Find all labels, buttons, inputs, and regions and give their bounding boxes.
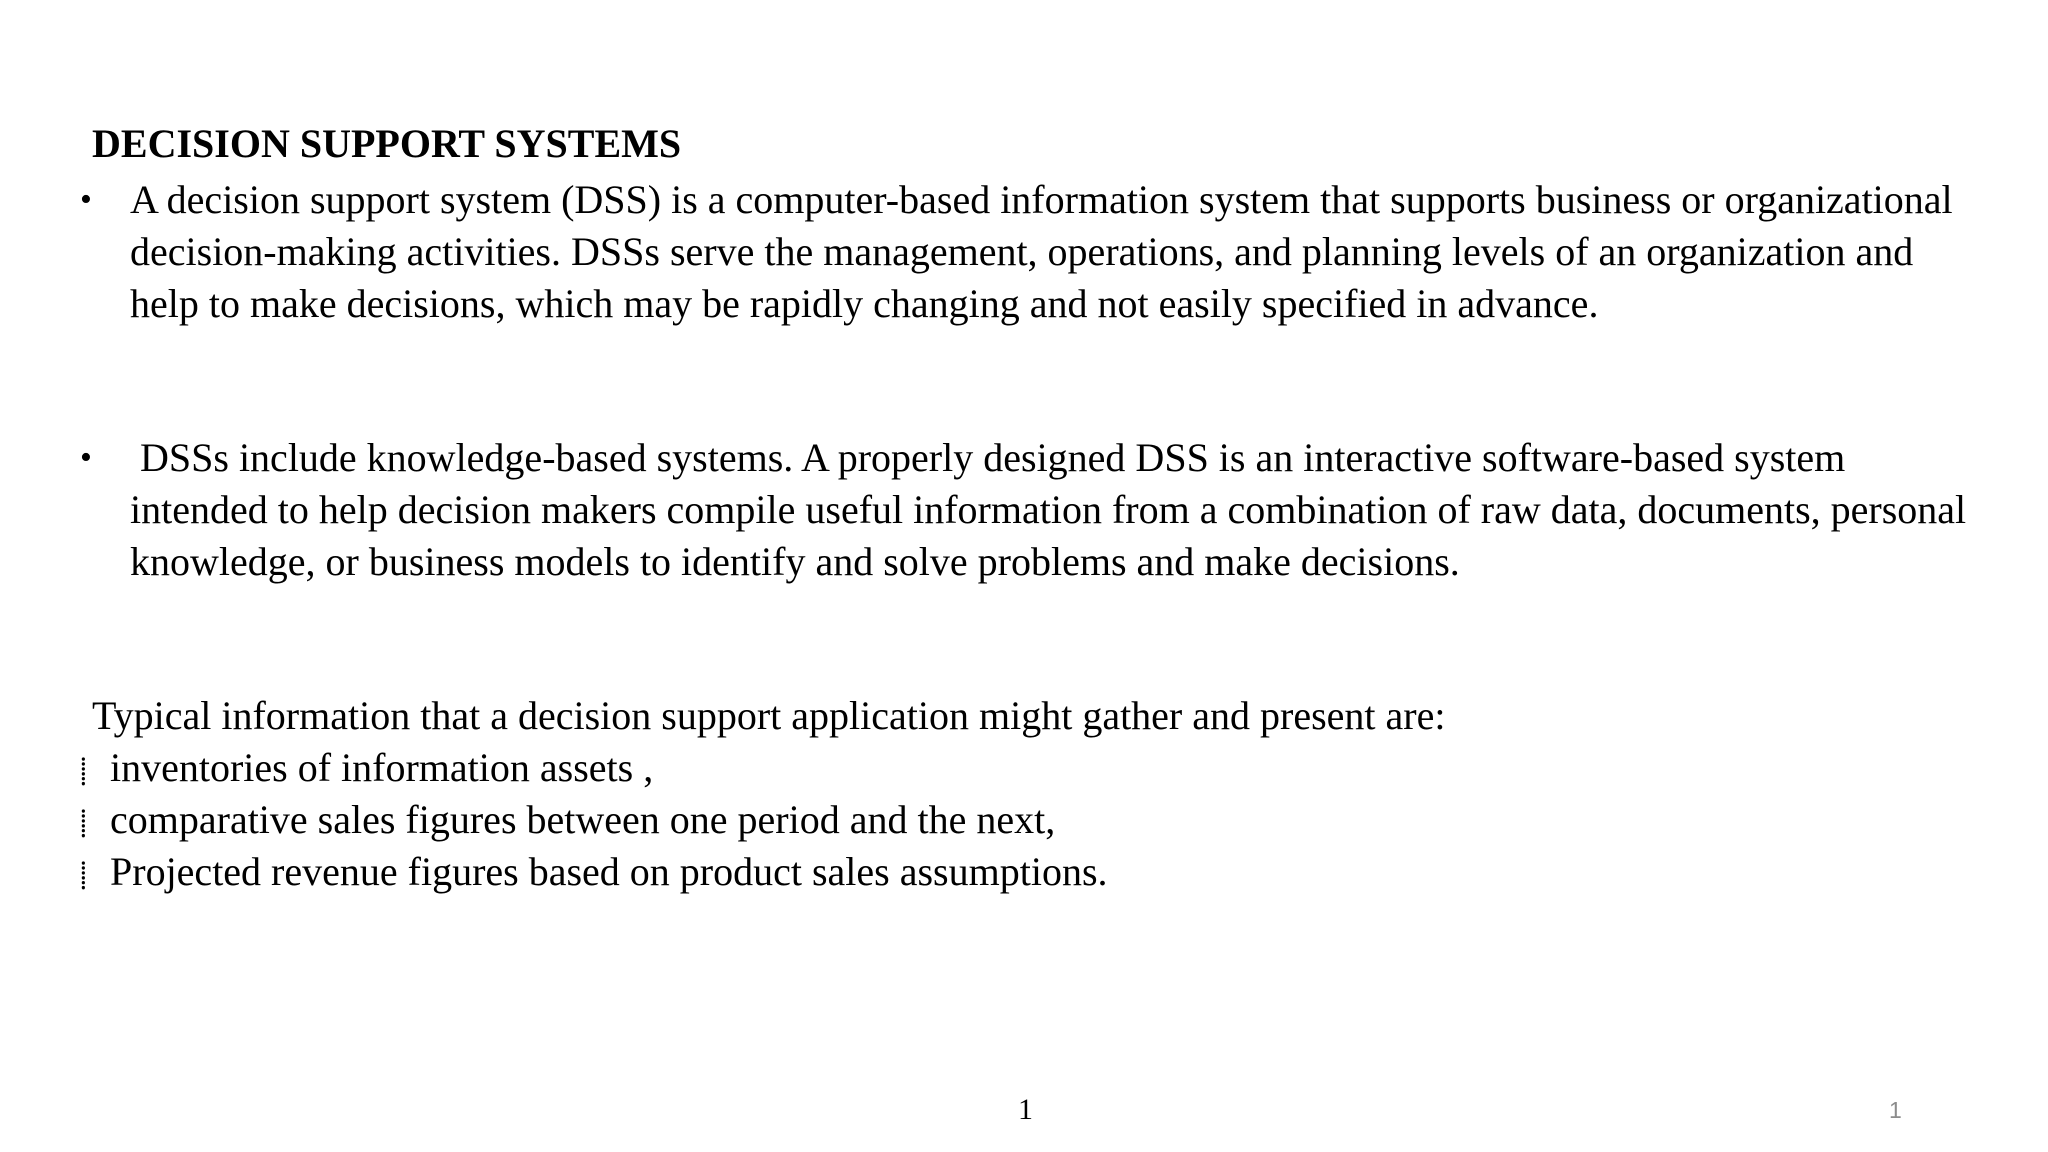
bullet-text: A decision support system (DSS) is a computer-based information system that supports business or organizational decision-making activities. DSSs serve the management, operations, and planning levels of an organization and help to make decisions, which may be rapidly changing and not easily specified in advance.	[130, 177, 1953, 326]
list-item-text: Projected revenue figures based on product sales assumptions.	[110, 849, 1108, 894]
list-item-text: comparative sales figures between one period and the next,	[110, 797, 1056, 842]
bullet-marker: •	[80, 439, 92, 476]
bullet-text: DSSs include knowledge-based systems. A properly designed DSS is an interactive software-based system intended to help decision makers compile useful information from a combination of raw data, documents, personal knowledge, or business models to identify and solve problems and make decisions.	[130, 435, 1977, 584]
list-marker: ⸽	[80, 860, 87, 890]
list-intro: Typical information that a decision support application might gather and present are:	[92, 693, 1446, 738]
bullet-paragraph-1	[80, 174, 1960, 330]
bullet-paragraph-2	[80, 432, 1977, 588]
list-item	[80, 794, 1055, 846]
list-item	[80, 846, 1108, 898]
bullet-marker: •	[80, 181, 92, 218]
footer-page-number: 1	[1018, 1093, 1033, 1126]
list-marker: ⸽	[80, 808, 87, 838]
list-marker: ⸽	[80, 756, 87, 786]
list-item	[80, 742, 653, 794]
list-item-text: inventories of information assets ,	[110, 745, 654, 790]
slide-number: 1	[1889, 1097, 1902, 1123]
slide-title: DECISION SUPPORT SYSTEMS	[92, 121, 682, 166]
